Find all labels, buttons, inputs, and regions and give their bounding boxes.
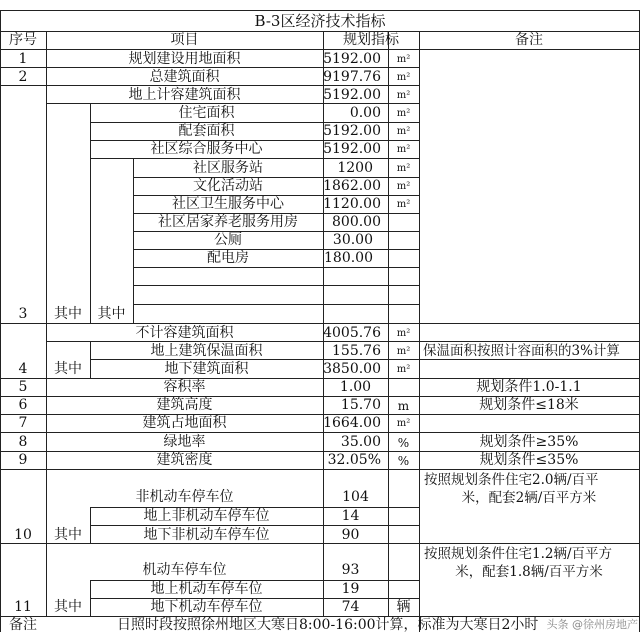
row-label: 社区综合服务中心 bbox=[150, 141, 263, 157]
row-label: 配电房 bbox=[207, 250, 249, 266]
row-group-label: 其中 bbox=[54, 306, 82, 322]
rule bbox=[133, 304, 419, 305]
row-no: 9 bbox=[18, 452, 28, 468]
row-no: 1 bbox=[18, 51, 28, 67]
rule bbox=[0, 49, 640, 50]
rule bbox=[46, 341, 640, 342]
footer-text: 日照时段按照徐州地区大寒日8:00-16:00计算，标准为大寒日2小时 bbox=[117, 617, 539, 633]
row-unit: m² bbox=[396, 163, 411, 174]
row-unit: % bbox=[397, 454, 410, 468]
row-label: 规划建设用地面积 bbox=[128, 51, 241, 67]
row-no: 8 bbox=[18, 434, 28, 450]
row-value: 5192.00 bbox=[323, 87, 381, 103]
row-group-label: 其中 bbox=[54, 599, 82, 615]
header-value: 规划指标 bbox=[343, 32, 399, 48]
row-unit: m² bbox=[396, 328, 411, 339]
rule bbox=[0, 10, 640, 11]
row-value: 93 bbox=[341, 562, 360, 578]
row-value: 32.05% bbox=[327, 452, 381, 468]
row-remark: 米，配套2辆/百平方米 bbox=[461, 490, 597, 506]
rule bbox=[0, 543, 640, 544]
row-group-label: 其中 bbox=[54, 361, 82, 377]
rule bbox=[90, 158, 419, 159]
header-item: 项目 bbox=[170, 32, 199, 48]
row-value: 5192.00 bbox=[323, 141, 381, 157]
row-value: 1664.00 bbox=[323, 415, 381, 431]
row-value: 9197.76 bbox=[323, 69, 381, 85]
row-unit: m² bbox=[396, 108, 411, 119]
watermark: 头条 @徐州房地产 bbox=[546, 618, 638, 631]
row-label: 配套面积 bbox=[178, 123, 235, 139]
row-unit: m² bbox=[396, 181, 411, 192]
row-value: 1.00 bbox=[339, 379, 372, 395]
row-value: 155.76 bbox=[332, 343, 381, 359]
row-label: 绿地率 bbox=[163, 434, 206, 450]
row-value: 800.00 bbox=[332, 214, 381, 230]
rule bbox=[133, 267, 419, 268]
row-value: 4005.76 bbox=[323, 325, 381, 341]
row-value: 1200 bbox=[337, 160, 373, 176]
rule bbox=[419, 31, 420, 632]
row-label: 地上建筑保温面积 bbox=[150, 343, 263, 359]
row-label: 非机动车停车位 bbox=[135, 489, 234, 505]
header-remark: 备注 bbox=[515, 32, 543, 48]
row-value: 180.00 bbox=[324, 250, 373, 266]
row-label: 住宅面积 bbox=[178, 105, 235, 121]
header-no: 序号 bbox=[9, 32, 37, 48]
row-value: 1120.00 bbox=[323, 196, 381, 212]
row-label: 地下非机动车停车位 bbox=[143, 527, 270, 543]
row-no: 10 bbox=[14, 527, 32, 543]
rule bbox=[0, 469, 640, 470]
row-no: 3 bbox=[18, 306, 28, 322]
row-label: 建筑密度 bbox=[156, 452, 213, 468]
rule bbox=[0, 323, 640, 324]
row-label: 社区卫生服务中心 bbox=[172, 196, 284, 212]
row-value: 15.70 bbox=[340, 397, 381, 413]
rule bbox=[0, 67, 419, 68]
row-remark: 规划条件≤35% bbox=[479, 452, 579, 468]
row-remark: 规划条件≥35% bbox=[479, 434, 579, 450]
row-no: 7 bbox=[18, 415, 28, 431]
rule bbox=[0, 85, 419, 86]
row-label: 地上非机动车停车位 bbox=[143, 508, 270, 524]
row-unit: m² bbox=[396, 126, 411, 137]
row-group-label: 其中 bbox=[97, 306, 126, 322]
row-value: 1862.00 bbox=[323, 178, 381, 194]
row-value: 5192.00 bbox=[323, 123, 381, 139]
row-unit: m² bbox=[396, 144, 411, 155]
row-value: 30.00 bbox=[332, 232, 373, 248]
row-group-label: 其中 bbox=[54, 527, 82, 543]
row-no: 6 bbox=[18, 397, 28, 413]
rule bbox=[90, 525, 419, 526]
row-value: 3850.00 bbox=[323, 361, 381, 377]
row-no: 2 bbox=[18, 69, 28, 85]
row-unit: m² bbox=[396, 54, 411, 65]
row-unit: % bbox=[397, 436, 410, 450]
row-label: 地上计容建筑面积 bbox=[128, 87, 241, 103]
row-value: 90 bbox=[341, 527, 360, 543]
row-label: 地下建筑面积 bbox=[164, 361, 249, 377]
footer-label: 备注 bbox=[9, 617, 37, 633]
row-remark: 米，配套1.8辆/百平方米 bbox=[455, 564, 603, 580]
rule bbox=[0, 432, 640, 433]
rule bbox=[90, 359, 640, 360]
row-unit: m² bbox=[396, 418, 411, 429]
rule bbox=[46, 103, 419, 104]
rule bbox=[133, 285, 419, 286]
row-label: 公厕 bbox=[214, 232, 242, 248]
row-label: 地下机动车停车位 bbox=[150, 599, 263, 615]
row-value: 14 bbox=[341, 508, 360, 524]
row-remark: 保温面积按照计容面积的3%计算 bbox=[423, 343, 620, 359]
row-unit: m² bbox=[396, 90, 411, 101]
row-remark: 按照规划条件住宅2.0辆/百平 bbox=[424, 472, 599, 488]
row-no: 11 bbox=[14, 599, 32, 615]
table-title: B-3区经济技术指标 bbox=[254, 12, 386, 30]
row-unit: 辆 bbox=[396, 599, 411, 615]
row-no: 5 bbox=[18, 379, 28, 395]
row-label: 地上机动车停车位 bbox=[150, 581, 263, 597]
row-label: 总建筑面积 bbox=[149, 69, 220, 85]
row-value: 104 bbox=[342, 489, 369, 505]
row-remark: 按照规划条件住宅1.2辆/百平方 bbox=[424, 546, 613, 562]
row-unit: m² bbox=[396, 346, 411, 357]
row-label: 机动车停车位 bbox=[142, 562, 227, 578]
row-value: 19 bbox=[341, 581, 360, 597]
row-unit: m bbox=[397, 399, 410, 413]
row-label: 社区居家养老服务用房 bbox=[158, 214, 298, 230]
row-unit: m² bbox=[396, 364, 411, 375]
row-value: 5192.00 bbox=[323, 51, 381, 67]
row-value: 0.00 bbox=[349, 105, 381, 121]
row-value: 35.00 bbox=[340, 434, 381, 450]
row-remark: 规划条件1.0-1.1 bbox=[476, 379, 582, 395]
row-label: 社区服务站 bbox=[193, 160, 263, 176]
row-no: 4 bbox=[18, 361, 28, 377]
row-remark: 规划条件≤18米 bbox=[479, 397, 579, 413]
row-label: 建筑占地面积 bbox=[142, 415, 227, 431]
row-unit: m² bbox=[396, 199, 411, 210]
row-value: 74 bbox=[341, 599, 360, 615]
row-label: 文化活动站 bbox=[193, 178, 263, 194]
row-unit: m² bbox=[396, 72, 411, 83]
row-label: 容积率 bbox=[163, 379, 206, 395]
row-label: 建筑高度 bbox=[156, 397, 213, 413]
row-label: 不计容建筑面积 bbox=[135, 325, 234, 341]
